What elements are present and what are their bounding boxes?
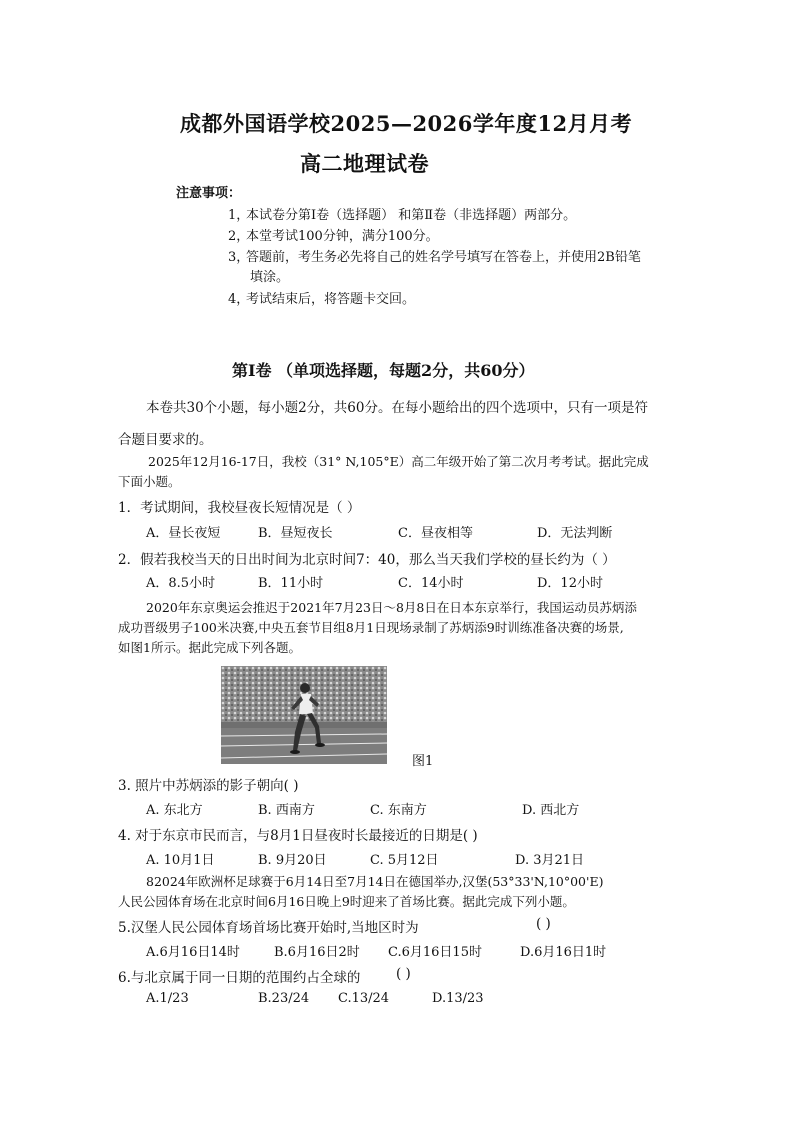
section-intro-continued: 合题目要求的。 [118, 432, 213, 448]
passage-text: 如图1所示。据此完成下列各题。 [118, 640, 301, 655]
notice-item: 3，答题前，考生务必先将自己的姓名学号填写在答卷上，并使用2B铅笔 [228, 250, 641, 265]
option-d: D．12小时 [537, 576, 603, 591]
option-a: A．昼长夜短 [146, 526, 221, 541]
figure-caption: 图1 [412, 754, 434, 769]
question-stem: 2．假若我校当天的日出时间为北京时间7：40，那么当天我们学校的昼长约为（ ） [118, 552, 616, 568]
passage-text: 成功晋级男子100米决赛,中央五套节目组8月1日现场录制了苏炳添9时训练准备决赛的场景, [118, 620, 624, 635]
option-b: B．昼短夜长 [258, 526, 333, 541]
exam-subtitle: 高二地理试卷 [300, 151, 429, 176]
section-heading: 第Ⅰ卷 （单项选择题，每题2分，共60分） [232, 361, 535, 380]
option-c: C.6月16日15时 [388, 945, 482, 960]
question-stem: 6.与北京属于同一日期的范围约占全球的 [118, 970, 361, 986]
notice-item-continued: 填涂。 [250, 270, 290, 285]
option-c: C.13/24 [338, 991, 390, 1006]
exam-title: 成都外国语学校2025—2026学年度12月月考 [180, 111, 633, 136]
option-d: D. 西北方 [522, 803, 580, 818]
option-b: B.23/24 [258, 991, 310, 1006]
option-a: A.1/23 [146, 991, 189, 1006]
notice-item: 1，本试卷分第Ⅰ卷（选择题） 和第Ⅱ卷（非选择题）两部分。 [228, 208, 577, 223]
answer-blank: ( ) [536, 916, 551, 932]
notice-item: 2，本堂考试100分钟，满分100分。 [228, 229, 439, 244]
passage-text: 2025年12月16-17日，我校（31° N,105°E）高二年级开始了第二次月考考试。据此完成 [148, 454, 649, 469]
option-b: B.6月16日2时 [274, 945, 360, 960]
option-a: A.6月16日14时 [146, 945, 240, 960]
question-stem: 3. 照片中苏炳添的影子朝向( ) [118, 778, 299, 794]
option-b: B. 西南方 [258, 803, 315, 818]
option-d: D.13/23 [432, 991, 484, 1006]
option-c: C．14小时 [398, 576, 464, 591]
passage-text: 82024年欧洲杯足球赛于6月14日至7月14日在德国举办,汉堡(53°33'N,10°00'E) [146, 874, 604, 889]
passage-text: 人民公园体育场在北京时间6月16日晚上9时迎来了首场比赛。据此完成下列小题。 [118, 894, 575, 909]
option-d: D．无法判断 [537, 526, 613, 541]
option-d: D. 3月21日 [515, 853, 585, 868]
option-c: C. 东南方 [370, 803, 427, 818]
answer-blank: ( ) [396, 966, 411, 982]
question-stem: 1．考试期间，我校昼夜长短情况是（ ） [118, 500, 361, 516]
question-stem: 4. 对于东京市民而言，与8月1日昼夜时长最接近的日期是( ) [118, 828, 478, 844]
option-c: C．昼夜相等 [398, 526, 473, 541]
option-a: A. 东北方 [146, 803, 203, 818]
notice-item: 4，考试结束后，将答题卡交回。 [228, 292, 416, 307]
sprinter-photo [221, 666, 387, 764]
option-c: C. 5月12日 [370, 853, 439, 868]
passage-text: 下面小题。 [118, 474, 181, 489]
option-d: D.6月16日1时 [520, 945, 607, 960]
option-a: A．8.5小时 [146, 576, 216, 591]
section-intro: 本卷共30个小题，每小题2分，共60分。在每小题给出的四个选项中，只有一项是符 [146, 400, 648, 416]
option-a: A. 10月1日 [146, 853, 215, 868]
passage-text: 2020年东京奥运会推迟于2021年7月23日～8月8日在日本东京举行，我国运动员苏炳添 [146, 600, 637, 615]
option-b: B．11小时 [258, 576, 324, 591]
notice-heading: 注意事项： [176, 186, 242, 201]
question-stem: 5.汉堡人民公园体育场首场比赛开始时,当地区时为 [118, 920, 419, 936]
option-b: B. 9月20日 [258, 853, 327, 868]
